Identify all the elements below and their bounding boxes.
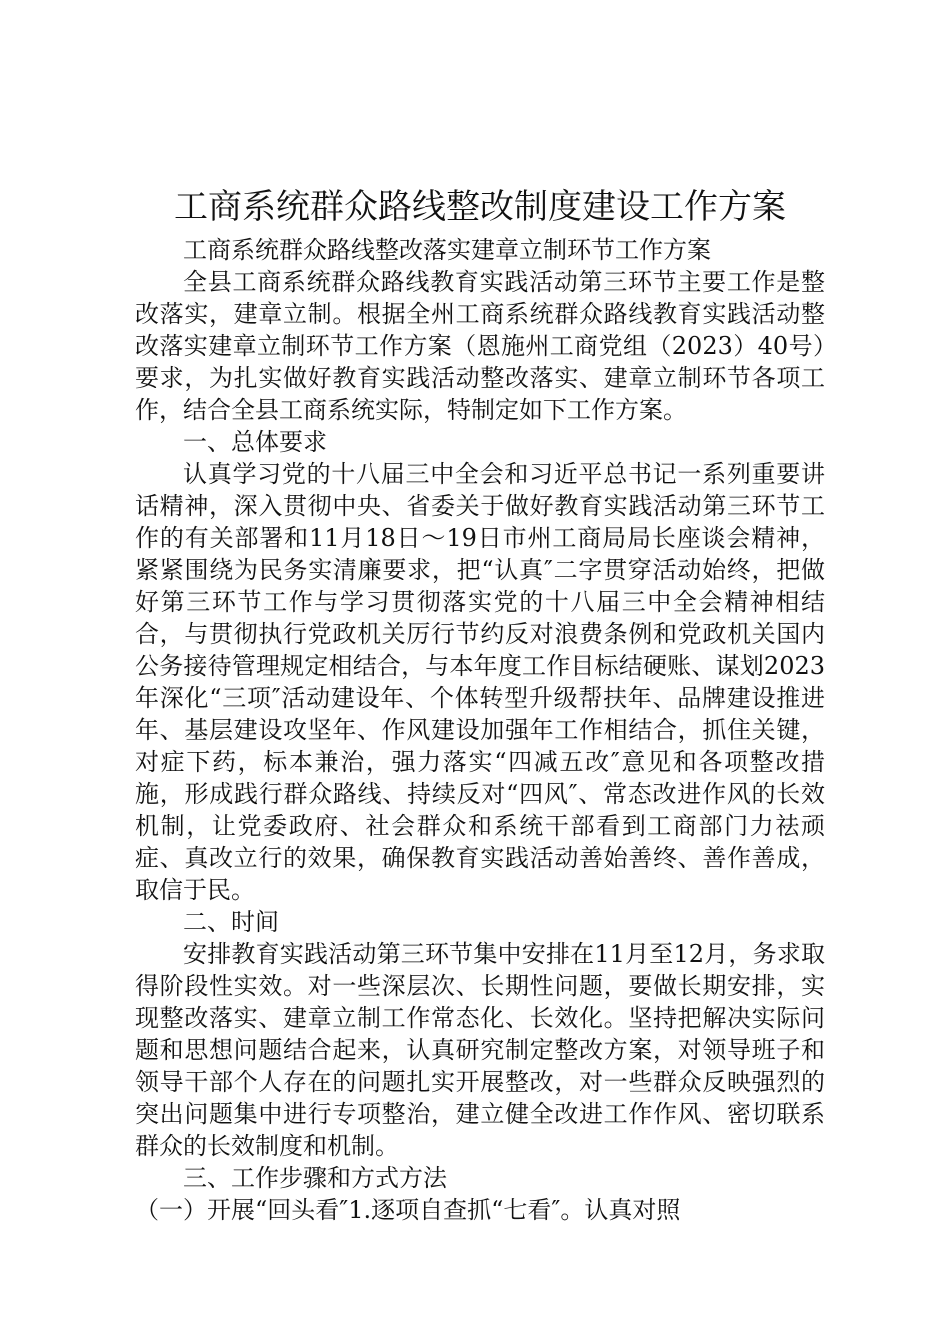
section-heading-general-requirements: 一、总体要求 xyxy=(183,428,327,456)
subtitle-paragraph: 工商系统群众路线整改落实建章立制环节工作方案 xyxy=(183,236,711,264)
steps-paragraph: （一）开展“回头看″1.逐项自查抓“七看″。认真对照 xyxy=(135,1196,681,1224)
time-paragraph: 安排教育实践活动第三环节集中安排在11月至12月，务求取得阶段性实效。对一些深层次、长期性问题，要做长期安排，实现整改落实、建章立制工作常态化、长效化。坚持把解决实际问题和思想问题结合起来，认真研究制定整改方案，对领导班子和领导干部个人存在的问题扎实开展整改，对一些群众反映强烈的突出问题集中进行专项整治，建立健全改进工作作风、密切联系群众的长效制度和机制。 xyxy=(135,940,825,1160)
document-page xyxy=(135,184,825,1226)
general-requirements-paragraph: 认真学习党的十八届三中全会和习近平总书记一系列重要讲话精神，深入贯彻中央、省委关于做好教育实践活动第三环节工作的有关部署和11月18日～19日市州工商局局长座谈会精神，紧紧围绕为民务实清廉要求，把“认真″二字贯穿活动始终，把做好第三环节工作与学习贯彻落实党的十八届三中全会精神相结合，与贯彻执行党政机关厉行节约反对浪费条例和党政机关国内公务接待管理规定相结合，与本年度工作目标结硬账、谋划2023年深化“三项″活动建设年、个体转型升级帮扶年、品牌建设推进年、基层建设攻坚年、作风建设加强年工作相结合，抓住关键，对症下药，标本兼治，强力落实“四减五改″意见和各项整改措施，形成践行群众路线、持续反对“四风″、常态改进作风的长效机制，让党委政府、社会群众和系统干部看到工商部门力祛顽症、真改立行的效果，确保教育实践活动善始善终、善作善成，取信于民。 xyxy=(135,460,825,904)
intro-paragraph: 全县工商系统群众路线教育实践活动第三环节主要工作是整改落实，建章立制。根据全州工商系统群众路线教育实践活动整改落实建章立制环节工作方案（恩施州工商党组（2023）40号）要求，为扎实做好教育实践活动整改落实、建章立制环节各项工作，结合全县工商系统实际，特制定如下工作方案。 xyxy=(135,268,825,424)
section-heading-steps: 三、工作步骤和方式方法 xyxy=(183,1164,447,1192)
document-title: 工商系统群众路线整改制度建设工作方案 xyxy=(174,187,786,227)
section-heading-time: 二、时间 xyxy=(183,908,279,936)
